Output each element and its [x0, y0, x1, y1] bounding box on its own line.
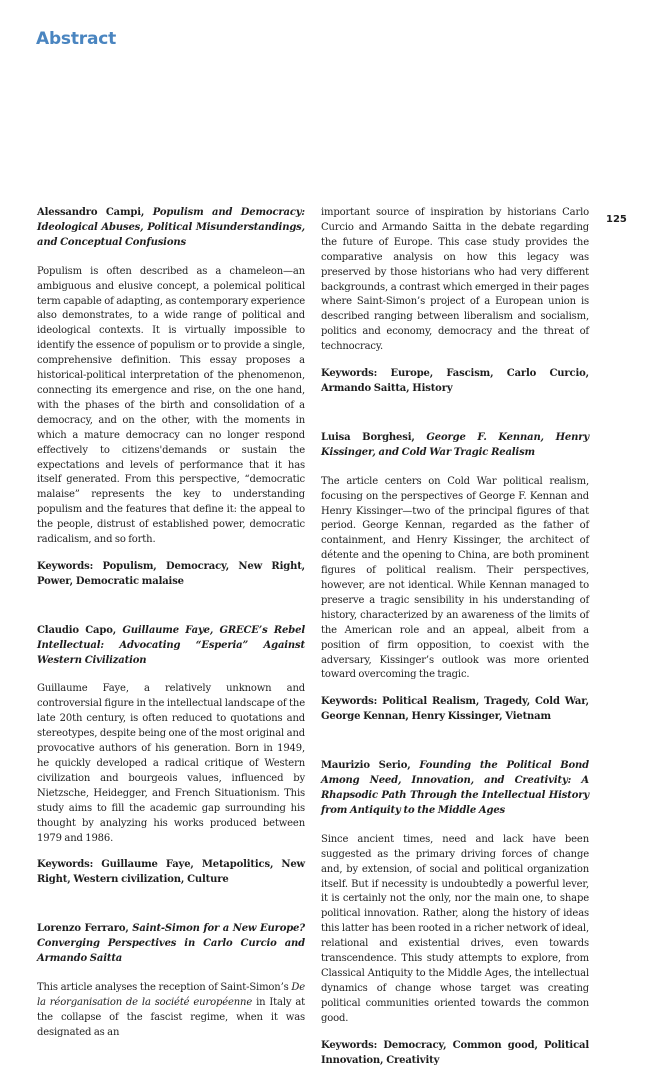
author-name: Claudio Capo, [37, 624, 117, 636]
keywords-campi: Keywords: Populism, Democracy, New Right, Power, Democratic malaise [37, 560, 305, 587]
abstract-title-serio [321, 759, 589, 819]
page-heading: Abstract [36, 29, 117, 49]
page-number: 125 [606, 214, 627, 225]
abstract-body-borghesi: The article centers on Cold War political realism, focusing on the perspectives of George F. Kennan and Henry Kissinger—two of the principal figures of that period. George Kennan, regarded as the father of containment, and Henry Kissinger, the architect of détente and the opening to China, are both prominent figures of political realism. Their perspectives, however, are not identical. While Kennan managed to preserve a tragic sensibility in his understanding of history, characterized by an awareness of the limits of the American role and an appeal, albeit from a position of firm opposition, to coexist with the adversary, Kissinger’s outlook was more oriented toward overcoming the tragic. [321, 475, 589, 681]
article-title: George F. Kennan, Henry Kissinger, and Cold War Tragic Realism [321, 431, 589, 458]
abstract-body-ferraro-continued: important source of inspiration by historians Carlo Curcio and Armando Saitta in the debate regarding the future of Europe. This case study provides the comparative analysis on how this legacy was preserved by those historians who had very different backgrounds, a contrast which emerged in their pages where Saint-Simon’s project of a European union is described ranging between liberalism and socialism, politics and economy, democracy and the threat of technocracy. [321, 207, 589, 353]
abstract-body-campi: Populism is often described as a chameleon—an ambiguous and elusive concept, a polemical political term capable of adapting, as contemporary experience also demonstrates, to a wide range of political and ideological contexts. It is virtually impossible to identify the essence of populism or to provide a single, comprehensive definition. This essay proposes a historical-political interpretation of the phenomenon, connecting its emergence and rise, on the one hand, with the phases of the birth and consolidation of a democracy, and on the other, with the moments in which a mature democracy can no longer respond effectively to citizens'demands or sustain the expectations and levels of performance that it has itself generated. From this perspective, “democratic malaise” represents the key to understanding populism and the features that define it: the appeal to the people, distrust of established power, democratic radicalism, and so forth. [37, 265, 305, 546]
abstract-title-borghesi [321, 431, 589, 461]
abstract-body-ferraro [37, 981, 305, 1041]
abstract-body-serio: Since ancient times, need and lack have been suggested as the primary driving forces of change and, by extension, of social and political organization itself. But if necessity is undoubtedly a powerful lever, it is certainly not the only, nor the main one, to shape political innovation. Rather, along the history of ideas this latter has been rooted in a richer network of ideal, relational and existential drives, even towards transcendence. This study attempts to explore, from Classical Antiquity to the Middle Ages, the intellectual dynamics of change whose target was creating political communities oriented towards the common good. [321, 833, 589, 1024]
article-title: Saint-Simon for a New Europe? Converging Perspectives in Carlo Curcio and Armando Saitta [37, 923, 305, 965]
body-text: in Italy at the collapse of the fascist regime, when it was designated as an [37, 996, 306, 1038]
article-title: Founding the Political Bond Among Need, Innovation, and Creativity: A Rhapsodic Path Through the Intellectual History from Antiquity to the Middle Ages [321, 760, 589, 816]
article-title: Guillaume Faye, GRECE’s Rebel Intellectual: Advocating “Esperia” Against Western Civilization [37, 624, 305, 666]
body-text: This article analyses the reception of Saint-Simon’s [37, 981, 289, 993]
author-name: Lorenzo Ferraro, [37, 923, 129, 935]
article-title: Populism and Democracy: Ideological Abuses, Political Misunderstandings, and Conceptual Confusions [37, 207, 305, 248]
left-column [37, 206, 305, 1041]
right-column [321, 206, 589, 1068]
author-name: Luisa Borghesi, [321, 431, 415, 443]
author-name: Maurizio Serio, [321, 760, 411, 772]
abstract-body-capo: Guillaume Faye, a relatively unknown and controversial figure in the intellectual landscape of the late 20th century, is often reduced to quotations and stereotypes, despite being one of the most original and provocative authors of his generation. Born in 1949, he quickly developed a radical critique of Western civilization and bourgeois values, influenced by Nietzsche, Heidegger, and French Situationism. This study aims to fill the academic gap surrounding his thought by analyzing his works produced between 1979 and 1986. [37, 683, 305, 844]
keywords-capo: Keywords: Guillaume Faye, Metapolitics, New Right, Western civilization, Culture [37, 859, 305, 886]
abstract-title-capo [37, 624, 305, 669]
cited-work-title: De la réorganisation de la société européenne [37, 981, 305, 1008]
keywords-ferraro: Keywords: Europe, Fascism, Carlo Curcio, Armando Saitta, History [321, 368, 589, 394]
keywords-serio: Keywords: Democracy, Common good, Political Innovation, Creativity [321, 1039, 589, 1066]
keywords-borghesi: Keywords: Political Realism, Tragedy, Cold War, George Kennan, Henry Kissinger, Vietnam [321, 696, 589, 723]
author-name: Alessandro Campi, [37, 207, 145, 218]
abstract-title-campi [37, 206, 305, 251]
